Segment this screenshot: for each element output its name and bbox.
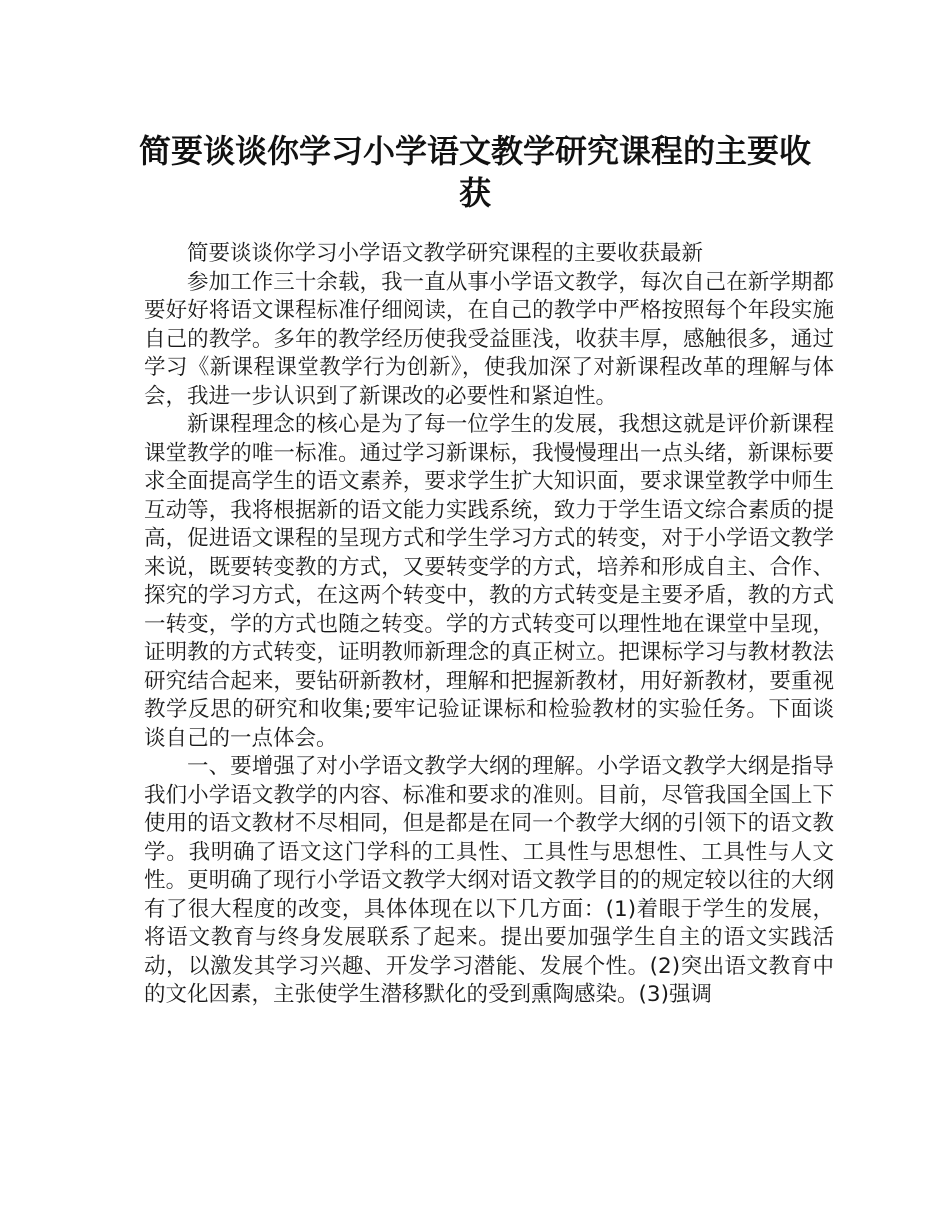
- paragraph-intro: 参加工作三十余载，我一直从事小学语文教学，每次自己在新学期都要好好将语文课程标准仔细阅读，在自己的教学中严格按照每个年段实施自己的教学。多年的教学经历使我受益匪浅，收获丰厚，感触很多，通过学习《新课程课堂教学行为创新》，使我加深了对新课程改革的理解与体会，我进一步认识到了新课改的必要性和紧迫性。: [144, 269, 834, 409]
- document-body: [144, 240, 834, 1010]
- document-title: 简要谈谈你学习小学语文教学研究课程的主要收获: [138, 132, 811, 212]
- paragraph-subtitle: 简要谈谈你学习小学语文教学研究课程的主要收获最新: [187, 241, 704, 266]
- paragraph-core-concept: 新课程理念的核心是为了每一位学生的发展，我想这就是评价新课程课堂教学的唯一标准。通过学习新课标，我慢慢理出一点头绪，新课标要求全面提高学生的语文素养，要求学生扩大知识面，要求课堂教学中师生互动等，我将根据新的语文能力实践系统，致力于学生语文综合素质的提高，促进语文课程的呈现方式和学生学习方式的转变，对于小学语文教学来说，既要转变教的方式，又要转变学的方式，培养和形成自主、合作、探究的学习方式，在这两个转变中，教的方式转变是主要矛盾，教的方式一转变，学的方式也随之转变。学的方式转变可以理性地在课堂中呈现，证明教的方式转变，证明教师新理念的真正树立。把课标学习与教材教法研究结合起来，要钻研新教材，理解和把握新教材，用好新教材，要重视教学反思的研究和收集;要牢记验证课标和检验教材的实验任务。下面谈谈自己的一点体会。: [144, 412, 834, 751]
- paragraph-section-one: 一、要增强了对小学语文教学大纲的理解。小学语文教学大纲是指导我们小学语文教学的内容、标准和要求的准则。目前，尽管我国全国上下使用的语文教材不尽相同，但是都是在同一个教学大纲的引领下的语文教学。我明确了语文这门学科的工具性、工具性与思想性、工具性与人文性。更明确了现行小学语文教学大纲对语文教学目的的规定较以往的大纲有了很大程度的改变，具体体现在以下几方面：(1)着眼于学生的发展，将语文教育与终身发展联系了起来。提出要加强学生自主的语文实践活动，以激发其学习兴趣、开发学习潜能、发展个性。(2)突出语文教育中的文化因素，主张使学生潜移默化的受到熏陶感染。(3)强调: [144, 754, 834, 1007]
